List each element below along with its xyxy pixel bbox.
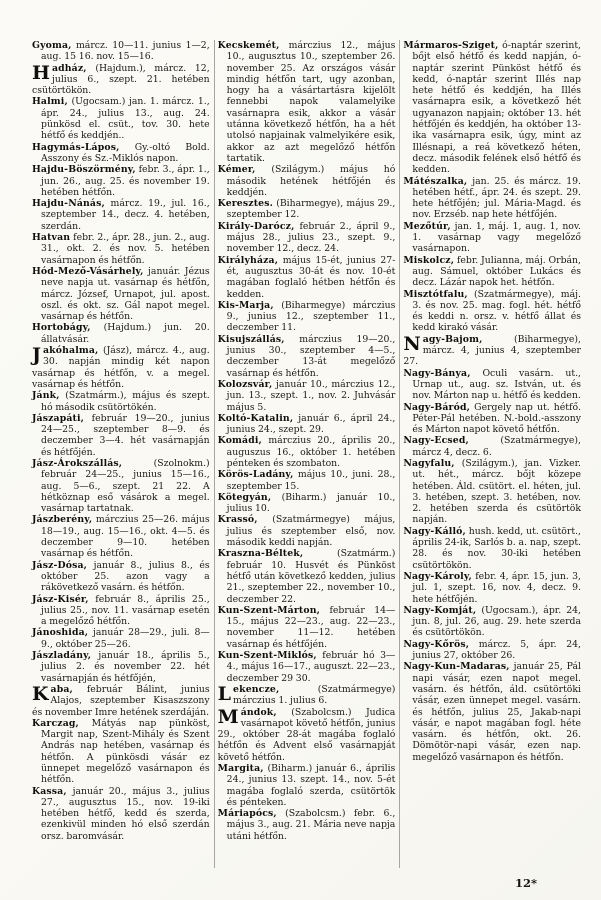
town-name: Kun-Szent-Márton, — [217, 604, 320, 616]
town-name: Nagy-Kőrös, — [403, 638, 470, 650]
town-name: Koltó-Katalin, — [217, 412, 294, 424]
almanac-entry — [218, 684, 396, 707]
almanac-entry — [32, 266, 210, 322]
column-middle — [218, 40, 396, 868]
town-name: agy-Bajom, — [422, 333, 483, 345]
town-name: Jászapáti, — [32, 412, 85, 424]
entry-text: (Szatmármegye), máj. 3. és nov. 25. mag. fogl. hét. hétfő és keddi n. orsz. v. hétfő állat és kedd kirakó vásár. — [412, 288, 582, 334]
entry-text: Gergely nap ut. hétfő. Péter-Pál hetében. N.-bold.-asszony és Márton napot követő hétfőn. — [412, 401, 582, 436]
almanac-entry — [218, 808, 396, 842]
almanac-entry — [218, 379, 396, 413]
town-name: Nagy-Báród, — [403, 401, 470, 413]
almanac-entry — [218, 469, 396, 492]
almanac-entry — [32, 718, 210, 786]
almanac-entry — [32, 198, 210, 232]
almanac-entry — [218, 413, 396, 436]
town-name: Komádi, — [217, 435, 262, 447]
entry-text: márczius 25—26. május 18—19., aug. 15—16., okt. 4—5. és deczember 9—10. hetében vasárnap és hétfőn. — [41, 514, 210, 560]
almanac-entry — [403, 176, 581, 221]
entry-text: január 25, Pál napi vásár, ezen napot megel. vasárn. és hétfőn, áld. csütörtöki vásár, ezen ünnepet megel. vasárn. és hétfőn, julius 25, Jakab-napi vásár, e napot magában fogl. héte vasárn. és hétfőn, okt. 26. Dömötör-napi vásár, ezen nap. megelőző vasárnapon és hétfőn. — [412, 661, 582, 763]
entry-text: május 10., juni. 28., szeptember 15. — [226, 469, 396, 492]
entry-text: január 20., május 3., julius 27., augusztus 15., nov. 19-iki hetében hétfő, kedd és szerda, ezenkivül minden hó első szerdán orsz. baromvásár. — [41, 785, 210, 842]
entry-text: febr. 2., ápr. 28., jun. 2., aug. 31., okt. 2. és nov. 5. hetében vasárnapon és hétfőn. — [41, 232, 210, 266]
almanac-entry — [32, 650, 210, 684]
entry-text: (Jász), márcz. 4., aug. 30. napján mindig két napon vasárnap és hétfőn, v. a megel. vasárnap és hétfőn. — [32, 345, 210, 390]
entry-text: február 2., ápril 9., május 28., julius 23., szept. 9., november 12., decz. 24. — [226, 220, 396, 255]
column-divider-left — [214, 40, 215, 868]
almanac-entry — [218, 514, 396, 548]
entry-text: (Szabolcsm.) Judica vasárnapot követő hétfőn, junius 29., október 28-át magába foglaló hétfőn és Advent első vasárnapját követő hétfőn. — [217, 706, 396, 763]
almanac-entry — [32, 786, 210, 842]
entry-text: január 6., ápril 24., junius 24., szept. 29. — [226, 412, 396, 436]
town-name: Nagy-Kun-Madaras, — [403, 661, 510, 673]
almanac-entry — [403, 40, 581, 176]
entry-text: (Szatmármegye) márczius 1. julius 6. — [233, 683, 396, 707]
entry-text: (Szatmármegye), márcz 4, decz. 6. — [412, 435, 582, 458]
entry-text: január 18., április 5., julius 2. és november 22. hét vasárnapján és hétfőjén, — [41, 650, 210, 684]
entry-text: február 19—20., junius 24—25., szeptember 8—9. és deczember 3—4. hét vasárnapján és hétfőjén. — [41, 412, 210, 458]
entry-text: (Szatmárm.), május és szept. hó második csütörtökén. — [41, 390, 210, 413]
entry-text: január 8., julius 8., és október 25. azon vagy a rákövetkező vasárn. és hétfőn. — [41, 559, 210, 594]
almanac-entry — [403, 334, 581, 368]
almanac-entry — [32, 458, 210, 514]
town-name: akóhalma, — [43, 345, 99, 357]
dropcap-letter: L — [217, 682, 232, 705]
entry-text: márcz. 5, ápr. 24, junius 27, október 26. — [412, 638, 582, 662]
almanac-entry — [218, 492, 396, 515]
town-name: Máriapócs, — [217, 808, 277, 820]
entry-text: (Szilágym.) május hó második hetének hétfőjén és keddjén. — [226, 164, 396, 198]
town-name: Jászladány, — [32, 650, 92, 662]
entry-text: (Szilágym.), jan. Vizker. ut. hét., márcz. bőjt közepe hetében. Áld. csütört. el. héten, jul. 3. hetében, szept. 3. hetében, nov. 2. hetében szerda és csütörtök napján. — [412, 457, 582, 526]
entry-text: ó-naptár szerint, bőjt első hétfő és kedd napján, ó-naptár szerint Pünköst hétfő és kedd, ó-naptár szerint Illés nap hete hétfő és keddjén, ha Illés vasárnapra esik, a következő hét ugyanazon napjain; október 13. hét hétfőjén és keddjén, ha október 13-ika vasárnapra esik, úgy, mint az Illésnapi, a reá következő héten, decz. második felének első hétfő és kedden. — [412, 40, 582, 176]
town-name: Hajdu-Böszörmény, — [32, 164, 136, 176]
town-name: adház, — [51, 62, 87, 74]
entry-text: jan. 25. és márcz. 19. hetében hétf., ápr. 24. és szept. 29. hete hétfőjén; jul. Mária-Magd. és nov. Erzséb. nap hete hétfőjén. — [412, 175, 582, 221]
town-name: Halmi, — [32, 96, 68, 108]
almanac-entry — [403, 639, 581, 662]
almanac-entry — [32, 232, 210, 266]
almanac-entry — [403, 402, 581, 436]
column-divider-right — [399, 40, 400, 868]
almanac-entry — [218, 300, 396, 334]
almanac-entry — [32, 594, 210, 628]
almanac-entry — [32, 142, 210, 165]
town-name: Jász-Dósa, — [32, 559, 88, 571]
almanac-entry — [218, 221, 396, 255]
town-name: ándok, — [240, 706, 277, 718]
town-name: Mátészalka, — [403, 175, 468, 187]
almanac-entry — [218, 334, 396, 379]
town-name: Körös-Ladány, — [217, 469, 294, 481]
town-name: Király-Darócz, — [217, 220, 295, 232]
town-name: Margita, — [217, 763, 264, 774]
entry-text: (Szolnokm.) február 24—25., junius 15—16., aug. 5—6., szept. 21 22. A hétköznap eső vásárok a megel. vasárnap tartatnak. — [41, 457, 210, 515]
almanac-entry — [32, 684, 210, 718]
town-name: Misztótfalu, — [403, 288, 468, 300]
entry-text: január 28—29., juli. 8—9., október 25—26. — [41, 627, 210, 650]
entry-text: márcz. 19., jul. 16., szeptember 14., decz. 4. hetében, szerdán. — [41, 198, 210, 232]
town-name: Hortobágy, — [32, 322, 91, 334]
almanac-entry — [403, 435, 581, 458]
entry-text: (Biharm.) január 6., április 24., junius 13. szept. 14., nov. 5-ét magába foglaló szerda, csütörtök és pénteken. — [226, 763, 396, 808]
almanac-entry — [403, 526, 581, 571]
almanac-entry — [403, 605, 581, 639]
town-name: Mezőtúr, — [403, 220, 451, 232]
town-name: Hód-Mező-Vásárhely, — [32, 265, 144, 277]
entry-text: február Bálint, junius Alajos, szeptember Kisaszszony és november Imre hetének szerdáján. — [32, 683, 210, 718]
almanac-entry — [32, 390, 210, 413]
almanac-entry — [218, 435, 396, 469]
entry-text: márczius 20., április 20., auguszus 16., október 1. hetében pénteken és szombaton. — [226, 435, 396, 469]
almanac-entry — [218, 605, 396, 650]
almanac-entry — [218, 548, 396, 604]
entry-text: márczius 19—20., junius 30., szeptember 4—5., deczember 13-át megelőző vasárnap és hétfőn. — [226, 333, 396, 379]
town-name: Jánoshida, — [32, 627, 89, 639]
almanac-entry — [403, 661, 581, 763]
town-name: Keresztes. — [217, 198, 273, 210]
almanac-entry — [218, 707, 396, 763]
entry-text: február 14—15., május 22—23., aug. 22—23., november 11—12. hetében vasárnap és hétfőjén. — [226, 604, 396, 650]
entry-text: (Biharmegye) márczius 9., junius 12., szeptember 11., deczember 11. — [226, 299, 396, 334]
entry-text: (Biharmegye), május 29., szeptember 12. — [226, 198, 396, 221]
almanac-entry — [218, 40, 396, 164]
entry-text: (Ugocsam.) jan. 1. márcz. 1., ápr. 24., julius 13., aug. 24. pünkösd el. csüt., tov. 30. hete hétfő és keddjén.. — [41, 96, 210, 142]
almanac-entry — [32, 560, 210, 594]
almanac-entry — [218, 255, 396, 300]
entry-text: (Biharm.) január 10., julius 10. — [226, 491, 396, 515]
town-name: Hatvan — [32, 232, 71, 244]
dropcap-letter: H — [32, 61, 50, 84]
town-name: Kun-Szent-Miklós, — [217, 650, 317, 662]
town-name: Jánk, — [32, 390, 60, 402]
town-name: Kis-Marja, — [217, 299, 274, 311]
dropcap-letter: J — [32, 344, 41, 367]
entry-text: (Szatmárm.) február 10. Husvét és Pünköst hétfő után következő kedden, julius 21., szeptember 22., november 10., deczember 22. — [226, 548, 396, 605]
almanac-entry — [32, 514, 210, 559]
entry-text: (Szabolcsm.) febr. 6., május 3., aug. 21. Mária neve napja utáni hétfőn. — [226, 808, 396, 842]
town-name: Kémer, — [217, 164, 256, 176]
almanac-entry — [32, 63, 210, 97]
town-name: Nagyfalu, — [403, 457, 455, 469]
entry-text: Oculi vasárn. ut., Urnap ut., aug. sz. István, ut. és nov. Márton nap u. hétfő és kedden. — [412, 367, 582, 402]
almanac-entry — [403, 458, 581, 526]
town-name: Királyháza, — [217, 254, 279, 266]
page-number: 12* — [514, 876, 537, 890]
entry-text: (Szatmármegye) május, julius és szeptember első, nov. második keddi napján. — [226, 514, 396, 549]
entry-text: febr. 3., ápr. 1., jun. 26., aug. 25. és november 19. hetében hétfőn. — [41, 164, 210, 198]
town-name: Nagy-Kálló, — [403, 525, 466, 537]
dropcap-letter: M — [217, 705, 239, 728]
town-name: Jász-Kisér, — [32, 593, 89, 605]
almanac-entry — [32, 96, 210, 141]
almanac-entry — [32, 40, 210, 63]
column-left — [32, 40, 210, 868]
almanac-entry — [403, 255, 581, 289]
town-name: aba, — [50, 683, 73, 695]
entry-text: márczius 12., május 10., augusztus 10., szeptember 26. november 25. Az országos vásár mindig hétfőn tart, ugy azonban, hogy ha a vásártartásra kijelölt fennebbi napok valamelyike vasárnapra esik, akkor a vásár utánna következő hétfőn, ha a hét utolsó napjainak valmelyikére esik, akkor az azt megelőző hétfőn tartatik. — [226, 40, 396, 164]
almanac-entry — [403, 571, 581, 605]
entry-text: márcz. 10—11. junius 1—2, aug. 15 16. nov. 15—16. — [41, 40, 210, 63]
almanac-entry — [218, 763, 396, 808]
entry-text: február 8., április 25., julius 25., nov. 11. vasárnap esetén a megelőző hétfőn. — [41, 593, 210, 628]
almanac-entry — [218, 198, 396, 221]
column-right — [403, 40, 581, 868]
town-name: Hajdu-Nánás, — [32, 198, 105, 210]
town-name: Kecskemét, — [217, 40, 280, 51]
town-name: Nagy-Komját, — [403, 604, 477, 616]
town-name: Mármaros-Sziget, — [403, 40, 499, 51]
almanac-entry — [218, 650, 396, 684]
town-name: ekencze, — [233, 683, 280, 695]
town-name: Karczag, — [32, 717, 79, 729]
town-name: Kolozsvár, — [217, 378, 273, 390]
town-name: Gyoma, — [32, 40, 72, 51]
entry-text: Mátyás nap pünköst, Margit nap, Szent-Mihály és Szent András nap hetében, vasárnap és hétfőn. A pünkösdi vásár ez ünnepet megelőző vasárnapon és hétfőn. — [41, 717, 210, 786]
entry-text: (Ugocsam.), ápr. 24, jun. 8, jul. 26, aug. 29. hete szerda és csütörtökön. — [412, 604, 582, 639]
entry-text: hush. kedd, ut. csütört., április 24-ik, Sarlós b. a. nap, szept. 28. és nov. 30-iki hetében csütörtökön. — [412, 525, 582, 571]
town-name: Miskolcz, — [403, 254, 455, 266]
almanac-entry — [403, 289, 581, 334]
town-name: Nagy-Károly, — [403, 570, 472, 582]
almanac-entry — [32, 413, 210, 458]
dropcap-letter: K — [32, 682, 49, 705]
almanac-entry — [403, 221, 581, 255]
town-name: Kassa, — [32, 785, 67, 797]
town-name: Kisujszállás, — [217, 333, 285, 345]
almanac-entry — [32, 627, 210, 650]
entry-text: jan. 1, máj. 1, aug. 1, nov. 1. vasárnap vagy megelőző vasárnapon. — [412, 220, 582, 255]
entry-text: (Hajdum.) jun. 20. állatvásár. — [41, 322, 210, 345]
entry-text: febr. Julianna, máj. Orbán, aug. Sámuel, október Lukács és decz. Lázár napok het. hétfőn. — [412, 254, 582, 289]
town-name: Hagymás-Lápos, — [32, 141, 120, 153]
town-name: Nagy-Ecsed, — [403, 435, 469, 447]
town-name: Nagy-Bánya, — [403, 367, 471, 379]
almanac-entry — [32, 322, 210, 345]
dropcap-letter: N — [403, 332, 421, 355]
entry-text: (Biharmegye), márcz. 4, junius 4, szeptember 27. — [403, 333, 582, 368]
town-name: Jász-Árokszállás, — [32, 457, 123, 469]
entry-text: május 15-ét, junius 27-ét, augusztus 30-át és nov. 10-ét magában foglaló hétben hétfőn és kedden. — [226, 254, 396, 300]
entry-text: január 10., márczius 12., jun. 13., szept. 1., nov. 2. Juhvásár május 5. — [226, 378, 396, 413]
entry-text: febr. 4, ápr. 15, jun. 3, jul. 1, szept. 16, nov. 4, decz. 9. hete hétfőjén. — [412, 570, 582, 605]
town-name: Kraszna-Béltek, — [217, 548, 304, 560]
entry-text: január. Jézus neve napja ut. vasárnap és hétfőn, márcz. József, Urnapot, jul. apost. oszl. és okt. sz. Gál napot megel. vasárnap és hétfőn. — [41, 265, 210, 323]
almanac-entry — [32, 164, 210, 198]
town-name: Jászberény, — [32, 514, 93, 526]
almanac-entry — [218, 164, 396, 198]
entry-text: február hó 3—4., május 16—17., auguszt. 22—23., deczember 29 30. — [226, 650, 396, 684]
text-columns — [32, 40, 581, 868]
almanac-entry — [403, 368, 581, 402]
almanac-entry — [32, 345, 210, 390]
entry-text: (Hajdum.), márcz. 12, julius 6., szept. 21. hetében csütörtökön. — [32, 62, 210, 97]
entry-text: Gy.-oltó Bold. Asszony és Sz.-Miklós napon. — [41, 141, 210, 164]
town-name: Krassó, — [217, 514, 258, 526]
town-name: Kötegyán, — [217, 491, 272, 503]
